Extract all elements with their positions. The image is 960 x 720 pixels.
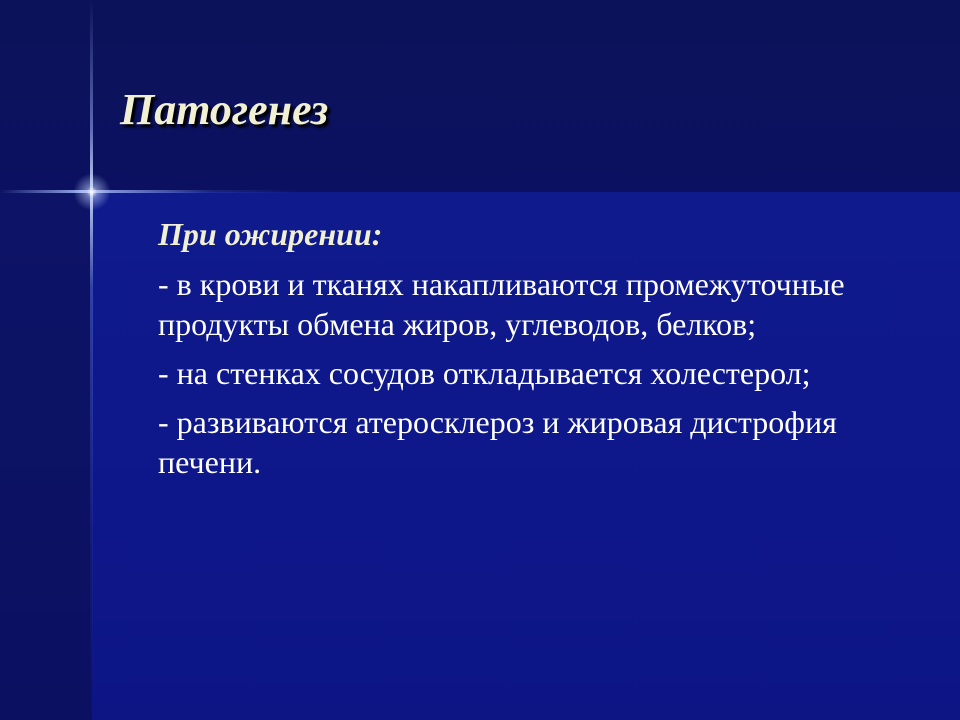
bullet-item: - развиваются атеросклероз и жировая дистрофия печени.	[158, 404, 837, 480]
slide-content	[158, 214, 898, 491]
slide-background-left	[0, 192, 92, 720]
light-flare-horizontal	[0, 190, 300, 193]
bullet-item: - в крови и тканях накапливаются промежуточные продукты обмена жиров, углеводов, белков;	[158, 266, 845, 342]
light-flare-vertical	[90, 0, 93, 720]
slide-subtitle: При ожирении:	[158, 216, 383, 252]
bullet-item: - на стенках сосудов откладывается холестерол;	[158, 355, 811, 391]
light-flare-star-icon	[70, 170, 114, 214]
slide-title: Патогенез	[120, 85, 329, 134]
